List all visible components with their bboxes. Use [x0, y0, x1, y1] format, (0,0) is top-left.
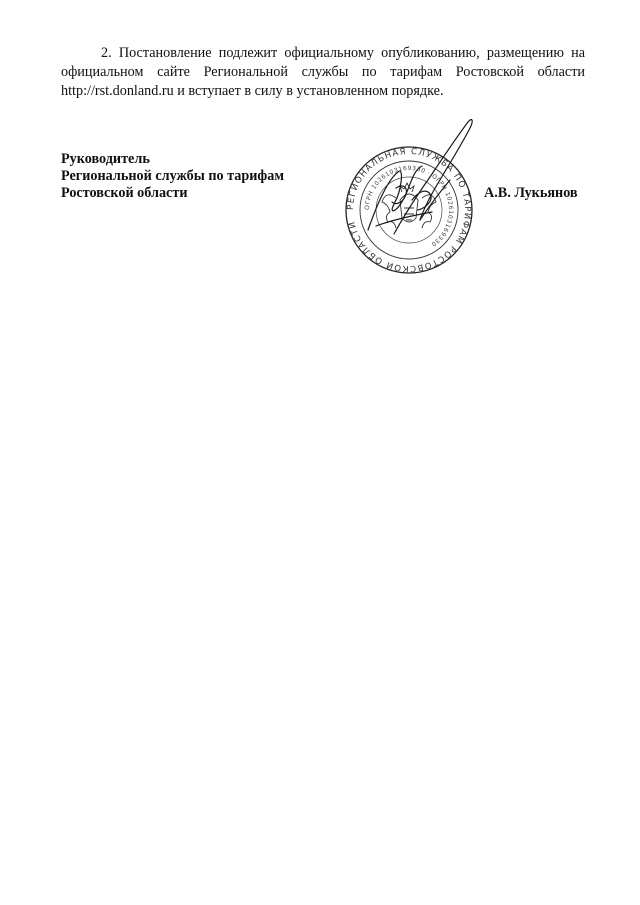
- signatory-title-line-1: Руководитель: [61, 151, 150, 167]
- signatory-title: [61, 151, 284, 202]
- paragraph-number: 2.: [101, 45, 112, 61]
- signatory-title-line-3: Ростовской области: [61, 185, 188, 201]
- svg-text:РЕГИОНАЛЬНАЯ СЛУЖБА ПО ТАРИФАМ: РЕГИОНАЛЬНАЯ СЛУЖБА ПО ТАРИФАМ РОСТОВСКОЙ ОБЛАСТИ: [345, 146, 473, 274]
- signatory-name: А.В. Лукьянов: [484, 185, 578, 201]
- paragraph-text: Постановление подлежит официальному опубликованию, размещению на официальном сайте Региональной службы по тарифам Ростовской области http://rst.donland.ru и вступает в силу в установленном порядке.: [61, 45, 586, 99]
- signatory-title-line-2: Региональной службы по тарифам: [61, 168, 285, 184]
- svg-text:ОГРН 1026103169330 · ОГРН 1026: ОГРН 1026103169330 · ОГРН 1026103169330: [363, 164, 455, 248]
- official-stamp-with-signature: [336, 108, 482, 276]
- paragraph-2: [61, 44, 585, 101]
